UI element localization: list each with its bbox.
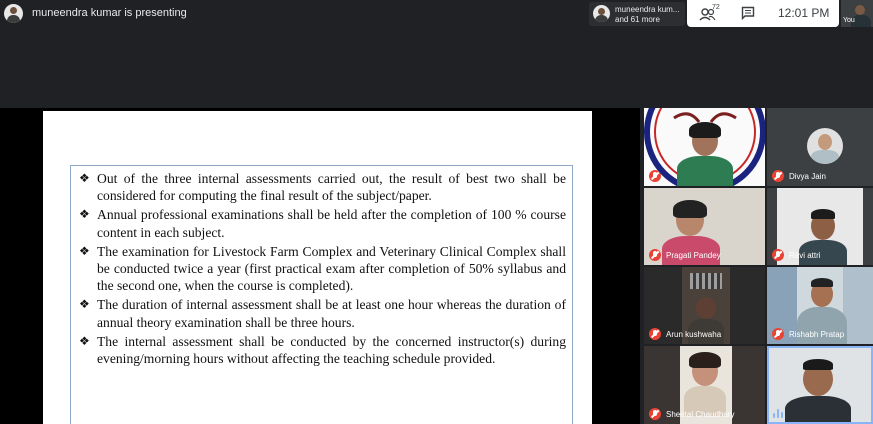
mic-off-icon — [649, 328, 661, 340]
chip-more-count: and 61 more — [615, 15, 660, 24]
participant-name: Pragati Pandey — [666, 251, 721, 260]
participant-name: Arun kushwaha — [666, 330, 722, 339]
participant-tile[interactable] — [644, 188, 765, 265]
slide-bullet: ❖ Out of the three internal assessments carried out, the result of best two shall be considered for computing the final result of the subject/paper. — [79, 171, 566, 204]
mic-off-icon — [649, 170, 661, 182]
mic-off-icon — [649, 249, 661, 261]
avatar — [593, 5, 610, 22]
chat-icon — [741, 6, 755, 20]
participant-name: Rishabh Pratap — [789, 330, 845, 339]
diamond-bullet-icon: ❖ — [79, 243, 90, 258]
mic-off-icon — [649, 408, 661, 420]
clock: 12:01 PM — [778, 6, 830, 20]
participant-name: Sheetal Chaudhary — [666, 410, 735, 419]
top-bar — [0, 0, 873, 28]
participant-tile[interactable] — [767, 267, 873, 344]
participant-tile[interactable] — [644, 346, 765, 424]
participant-name: Divya Jain — [789, 172, 826, 181]
participant-grid — [644, 108, 873, 424]
slide-bullet-list — [71, 166, 572, 367]
mic-off-icon — [772, 170, 784, 182]
slide-bullet: ❖ The internal assessment shall be conducted by the concerned instructor(s) during evening/morning hours without affecting the teaching schedule provided. — [79, 333, 566, 367]
participant-tile[interactable] — [767, 188, 873, 265]
mic-off-icon — [772, 249, 784, 261]
participant-name: Ravi attri — [789, 251, 821, 260]
presenter-avatar — [4, 4, 23, 23]
chip-participant-name: muneendra kum... — [615, 5, 680, 14]
participant-tile-active-speaker[interactable] — [767, 346, 873, 424]
diamond-bullet-icon: ❖ — [79, 333, 90, 348]
mic-off-icon — [772, 328, 784, 340]
speaking-indicator-icon — [773, 408, 785, 418]
participant-tile[interactable] — [644, 108, 765, 186]
slide-bullet: ❖ The duration of internal assessment shall be at least one hour whereas the duration of annual theory examination shall be three hours. — [79, 297, 566, 330]
participant-tile[interactable] — [767, 108, 873, 186]
diamond-bullet-icon: ❖ — [79, 297, 90, 312]
participant-tile[interactable] — [644, 267, 765, 344]
people-count: 72 — [712, 4, 720, 11]
slide-bullet: ❖ Annual professional examinations shall be held after the completion of 100 % course content in each subject. — [79, 207, 566, 240]
self-label: You — [843, 17, 855, 24]
avatar — [807, 128, 843, 164]
diamond-bullet-icon: ❖ — [79, 171, 90, 185]
slide-content-box — [70, 165, 573, 424]
slide-bullet: ❖ The examination for Livestock Farm Complex and Veterinary Clinical Complex shall be conducted twice a year (first practical exam after completion of 50% syllabus and the second one, when the course is completed). — [79, 243, 566, 294]
meeting-controls — [687, 0, 839, 27]
participants-chip[interactable] — [589, 2, 685, 26]
self-view-tile[interactable] — [841, 0, 873, 27]
presenter-label: muneendra kumar is presenting — [32, 7, 187, 19]
chat-button[interactable] — [741, 6, 755, 20]
diamond-bullet-icon: ❖ — [79, 207, 90, 222]
